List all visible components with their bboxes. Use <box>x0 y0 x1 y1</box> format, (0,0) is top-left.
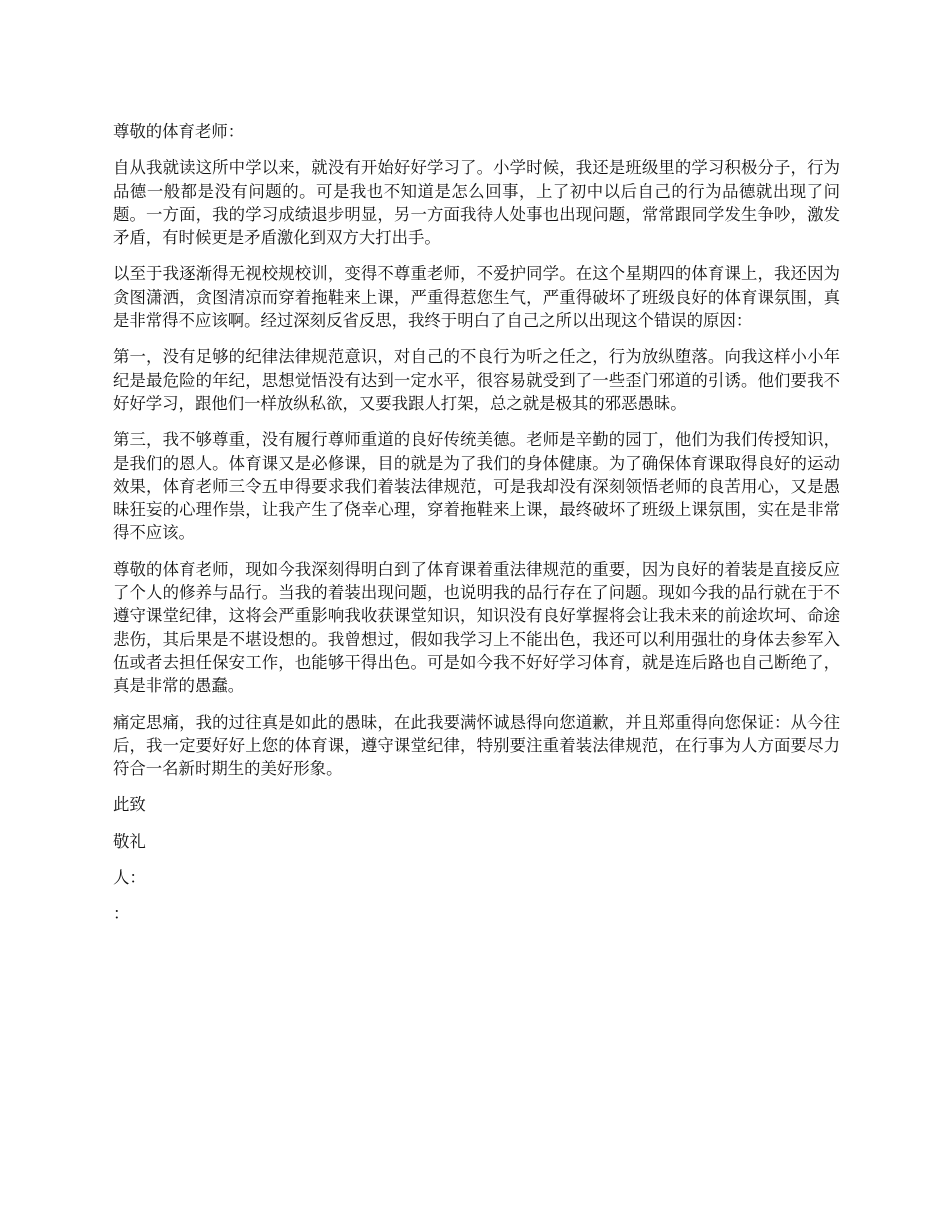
paragraph-intro: 自从我就读这所中学以来，就没有开始好好学习了。小学时候，我还是班级里的学习积极分子，行为品德一般都是没有问题的。可是我也不知道是怎么回事，上了初中以后自己的行为品德就出现了问题。一方面，我的学习成绩退步明显，另一方面我待人处事也出现问题，常常跟同学发生争吵，激发矛盾，有时候更是矛盾激化到双方大打出手。 <box>113 158 840 248</box>
paragraph-reflection: 尊敬的体育老师，现如今我深刻得明白到了体育课着重法律规范的重要，因为良好的着装是直接反应了个人的修养与品行。当我的着装出现问题，也说明我的品行存在了问题。现如今我的品行就在于不遵守课堂纪律，这将会严重影响我收获课堂知识，知识没有良好掌握将会让我未来的前途坎坷、命途悲伤，其后果是不堪设想的。我曾想过，假如我学习上不能出色，我还可以利用强壮的身体去参军入伍或者去担任保安工作，也能够干得出色。可是如今我不好好学习体育，就是连后路也自己断绝了，真是非常的愚蠢。 <box>113 559 840 696</box>
paragraph-reason-third: 第三，我不够尊重，没有履行尊师重道的良好传统美德。老师是辛勤的园丁，他们为我们传授知识，是我们的恩人。体育课又是必修课，目的就是为了我们的身体健康。为了确保体育课取得良好的运动效果，体育老师三令五申得要求我们着装法律规范，可是我却没有深刻领悟老师的良苦用心，又是愚昧狂妄的心理作祟，让我产生了侥幸心理，穿着拖鞋来上课，最终破坏了班级上课氛围，实在是非常得不应该。 <box>113 430 840 543</box>
paragraph-apology: 痛定思痛，我的过往真是如此的愚昧，在此我要满怀诚恳得向您道歉，并且郑重得向您保证：从今往后，我一定要好好上您的体育课，遵守课堂纪律，特别要注重着装法律规范，在行事为人方面要尽力符合一名新时期生的美好形象。 <box>113 712 840 779</box>
date-line: ： <box>113 904 130 924</box>
letter-document <box>113 120 840 939</box>
paragraph-reason-first: 第一，没有足够的纪律法律规范意识，对自己的不良行为听之任之，行为放纵堕落。向我这样小小年纪是最危险的年纪，思想觉悟没有达到一定水平，很容易就受到了一些歪门邪道的引诱。他们要我不好好学习，跟他们一样放纵私欲，又要我跟人打架，总之就是极其的邪恶愚昧。 <box>113 347 840 413</box>
salutation: 尊敬的体育老师： <box>113 122 245 141</box>
closing-jingli: 敬礼 <box>113 831 146 851</box>
signature-line: 人： <box>113 868 146 888</box>
paragraph-incident: 以至于我逐渐得无视校规校训，变得不尊重老师，不爱护同学。在这个星期四的体育课上，我还因为贪图潇洒，贪图清凉而穿着拖鞋来上课，严重得惹您生气，严重得破坏了班级良好的体育课氛围，真是非常得不应该啊。经过深刻反省反思，我终于明白了自己之所以出现这个错误的原因： <box>113 264 840 331</box>
closing-cizhi: 此致 <box>113 795 146 815</box>
